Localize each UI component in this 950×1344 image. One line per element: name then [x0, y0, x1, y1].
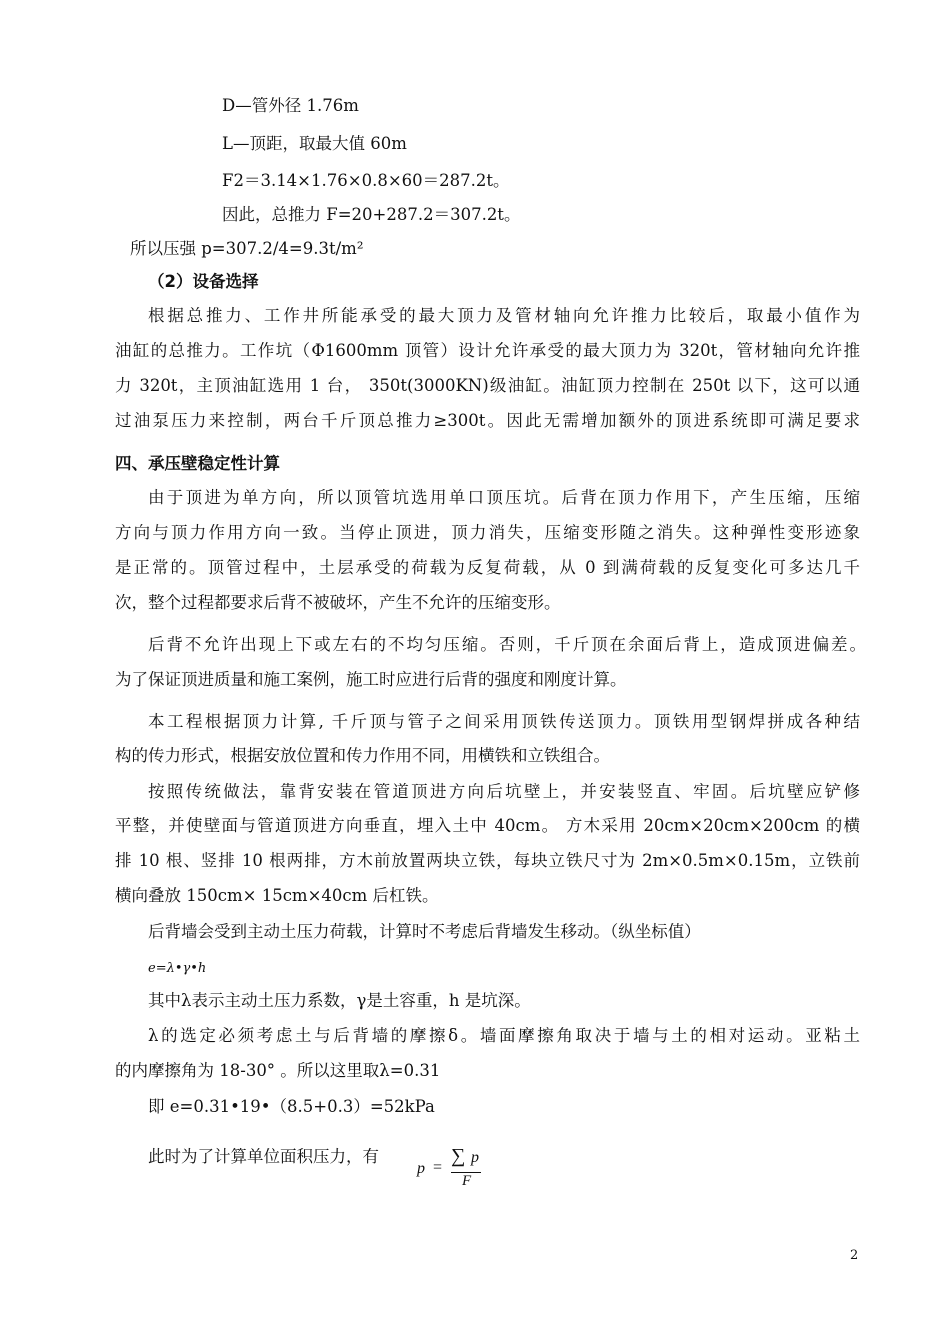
text-line: F2＝3.14×1.76×0.8×60＝287.2t。 — [222, 171, 510, 190]
paragraph-line: 其中λ表示主动土压力系数，γ是土容重，h 是坑深。 — [148, 991, 531, 1010]
text-line: 所以压强 p=307.2/4=9.3t/m² — [130, 239, 364, 258]
paragraph-line: 油缸的总推力。工作坑（Φ1600mm 顶管）设计允许承受的最大顶力为 320t，管材轴向允许推 — [115, 341, 860, 360]
paragraph-line: 排 10 根、竖排 10 根两排，方木前放置两块立铁，每块立铁尺寸为 2m×0.5m×0.15m，立铁前 — [115, 851, 860, 870]
formula-lhs: p — [417, 1160, 425, 1177]
paragraph-line: 的内摩擦角为 18-30° 。所以这里取λ=0.31 — [115, 1061, 441, 1080]
paragraph-line: 后背墙会受到主动土压力荷载，计算时不考虑后背墙发生移动。（纵坐标值） — [148, 922, 701, 941]
pressure-formula — [415, 1145, 495, 1192]
text-line: L—顶距，取最大值 60m — [222, 134, 407, 153]
paragraph-line: 此时为了计算单位面积压力，有 — [148, 1147, 379, 1166]
paragraph-line: 平整，并使壁面与管道顶进方向垂直，埋入土中 40cm。 方木采用 20cm×20cm×200cm 的横 — [115, 816, 860, 835]
paragraph-line: 横向叠放 150cm× 15cm×40cm 后杠铁。 — [115, 886, 439, 905]
page-number: 2 — [850, 1248, 859, 1263]
section-subheading: （2）设备选择 — [148, 272, 259, 291]
paragraph-line: 本工程根据顶力计算, 千斤顶与管子之间采用顶铁传送顶力。顶铁用型钢焊拼成各种结 — [148, 712, 860, 731]
formula-equals: = — [433, 1159, 443, 1176]
paragraph-line: 过油泵压力来控制，两台千斤顶总推力≥300t。因此无需增加额外的顶进系统即可满足要求 — [115, 411, 860, 430]
paragraph-line: λ的选定必须考虑土与后背墙的摩擦δ。墙面摩擦角取决于墙与土的相对运动。亚粘土 — [148, 1026, 860, 1045]
text-line: D—管外径 1.76m — [222, 96, 359, 115]
paragraph-line: 由于顶进为单方向，所以顶管坑选用单口顶压坑。后背在顶力作用下，产生压缩，压缩 — [148, 488, 860, 507]
paragraph-line: 根据总推力、工作井所能承受的最大顶力及管材轴向允许推力比较后，取最小值作为 — [148, 306, 860, 325]
text-line: 因此，总推力 F=20+287.2＝307.2t。 — [222, 205, 521, 224]
paragraph-line: 构的传力形式，根据安放位置和传力作用不同，用横铁和立铁组合。 — [115, 746, 610, 765]
paragraph-line: 次，整个过程都要求后背不被破坏，产生不允许的压缩变形。 — [115, 593, 561, 612]
paragraph-line: 力 320t，主顶油缸选用 1 台， 350t(3000KN)级油缸。油缸顶力控制在 250t 以下，这可以通 — [115, 376, 860, 395]
formula-denominator: F — [462, 1173, 472, 1189]
formula-line: 即 e=0.31•19•（8.5+0.3）=52kPa — [148, 1097, 435, 1116]
paragraph-line: 按照传统做法，靠背安装在管道顶进方向后坑壁上，并安装竖直、牢固。后坑壁应铲修 — [148, 782, 860, 801]
paragraph-line: 方向与顶力作用方向一致。当停止顶进，顶力消失，压缩变形随之消失。这种弹性变形迹象 — [115, 523, 860, 542]
formula-sigma: ∑ — [451, 1145, 466, 1167]
section-heading: 四、承压壁稳定性计算 — [115, 454, 280, 473]
paragraph-line: 为了保证顶进质量和施工案例，施工时应进行后背的强度和刚度计算。 — [115, 670, 627, 689]
paragraph-line: 是正常的。顶管过程中，土层承受的荷载为反复荷载，从 0 到满荷载的反复变化可多达几千 — [115, 558, 860, 577]
formula-numerator: p — [471, 1149, 479, 1166]
formula-line: e=λ•γ•h — [148, 961, 207, 976]
paragraph-line: 后背不允许出现上下或左右的不均匀压缩。否则，千斤顶在余面后背上，造成顶进偏差。 — [148, 635, 866, 654]
